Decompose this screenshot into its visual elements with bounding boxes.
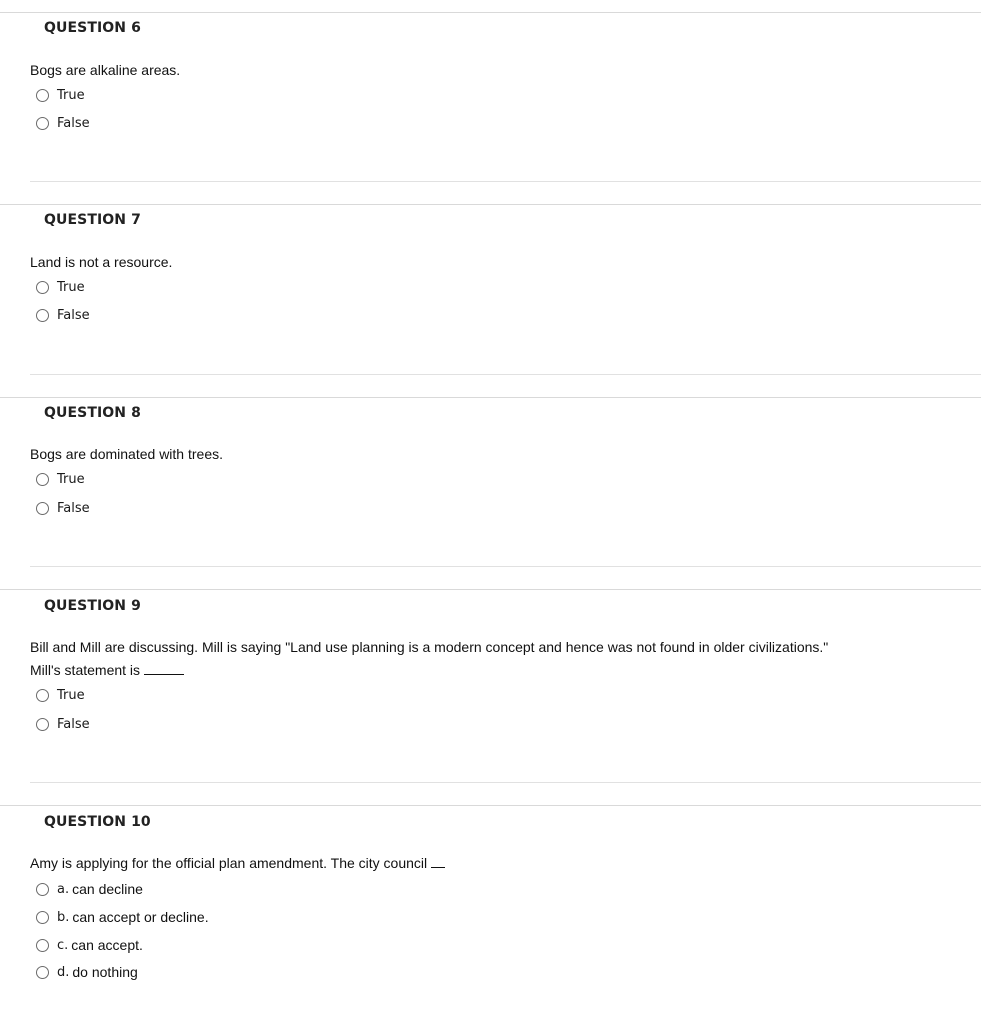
option-label: True xyxy=(57,687,85,703)
option-label: False xyxy=(57,716,90,732)
option-text: can accept or decline. xyxy=(72,909,209,925)
question-text: Land is not a resource. xyxy=(30,254,173,270)
question-text-continued: Mill's statement is xyxy=(30,662,141,678)
option-text: do nothing xyxy=(72,964,138,980)
question-title: QUESTION 7 xyxy=(44,212,141,228)
option-letter: b. xyxy=(57,909,70,925)
divider xyxy=(30,181,981,182)
option-true[interactable] xyxy=(36,686,85,704)
option-b[interactable] xyxy=(36,908,209,926)
question-text: Bogs are dominated with trees. xyxy=(30,446,223,462)
divider xyxy=(0,589,981,590)
radio-button[interactable] xyxy=(36,689,49,702)
radio-button[interactable] xyxy=(36,939,49,952)
option-false[interactable] xyxy=(36,715,90,733)
radio-button[interactable] xyxy=(36,473,49,486)
option-d[interactable] xyxy=(36,963,138,981)
option-label: False xyxy=(57,500,90,516)
option-true[interactable] xyxy=(36,470,85,488)
option-label: True xyxy=(57,87,85,103)
option-text: can accept. xyxy=(71,937,143,953)
option-true[interactable] xyxy=(36,278,85,296)
option-a[interactable] xyxy=(36,880,143,898)
option-false[interactable] xyxy=(36,306,90,324)
option-false[interactable] xyxy=(36,499,90,517)
divider xyxy=(0,805,981,806)
question-text: Bogs are alkaline areas. xyxy=(30,62,181,78)
radio-button[interactable] xyxy=(36,966,49,979)
radio-button[interactable] xyxy=(36,502,49,515)
question-title: QUESTION 8 xyxy=(44,405,141,421)
radio-button[interactable] xyxy=(36,89,49,102)
option-letter: d. xyxy=(57,964,70,980)
option-false[interactable] xyxy=(36,114,90,132)
radio-button[interactable] xyxy=(36,883,49,896)
divider xyxy=(30,782,981,783)
radio-button[interactable] xyxy=(36,309,49,322)
radio-button[interactable] xyxy=(36,117,49,130)
option-c[interactable] xyxy=(36,936,143,954)
radio-button[interactable] xyxy=(36,281,49,294)
option-text: can decline xyxy=(72,881,143,897)
option-label: False xyxy=(57,307,90,323)
divider xyxy=(0,204,981,205)
question-title: QUESTION 6 xyxy=(44,20,141,36)
question-title: QUESTION 9 xyxy=(44,598,141,614)
question-text-line-2 xyxy=(30,659,184,681)
question-title: QUESTION 10 xyxy=(44,814,151,830)
option-letter: c. xyxy=(57,937,69,953)
divider xyxy=(30,566,981,567)
question-text-line xyxy=(30,852,445,874)
question-text: Bill and Mill are discussing. Mill is saying "Land use planning is a modern concept and hence was not found in older civilizations." xyxy=(30,639,829,655)
divider xyxy=(0,397,981,398)
option-label: True xyxy=(57,279,85,295)
option-label: False xyxy=(57,115,90,131)
option-true[interactable] xyxy=(36,86,85,104)
question-text: Amy is applying for the official plan amendment. The city council xyxy=(30,855,428,871)
divider xyxy=(0,12,981,13)
radio-button[interactable] xyxy=(36,718,49,731)
answer-blank xyxy=(431,853,445,868)
option-label: True xyxy=(57,471,85,487)
divider xyxy=(30,374,981,375)
radio-button[interactable] xyxy=(36,911,49,924)
option-letter: a. xyxy=(57,881,70,897)
answer-blank xyxy=(144,660,184,675)
